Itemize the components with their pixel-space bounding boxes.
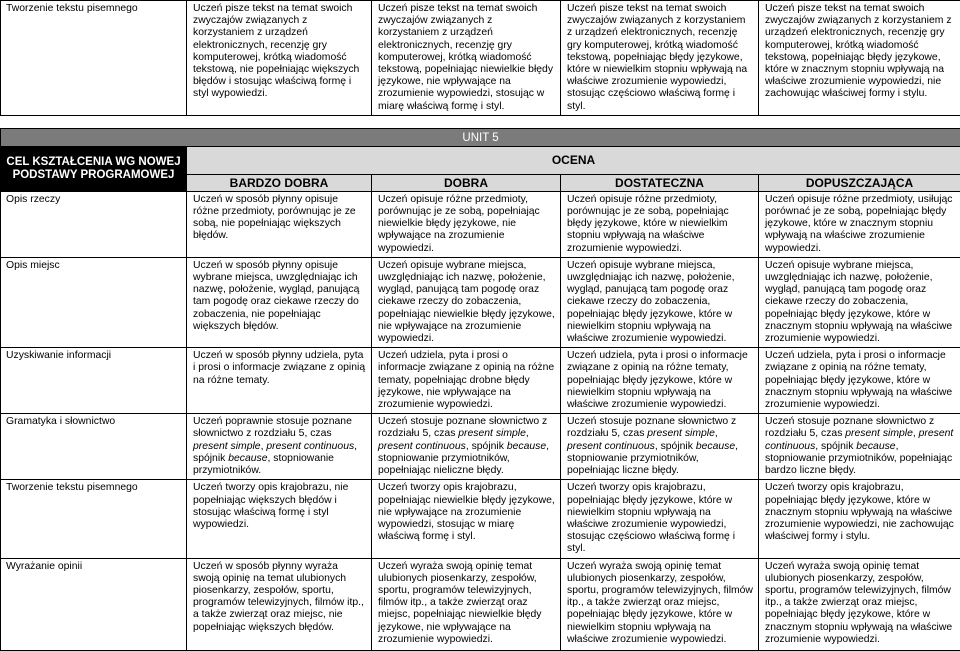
cell-dobra: Uczeń opisuje różne przedmioty, porównując je ze sobą, popełniając niewielkie błędy językowe, nie wpływające na zrozumienie wypowiedzi. <box>372 191 561 257</box>
row-label: Opis miejsc <box>1 257 187 347</box>
cell-dobra: Uczeń tworzy opis krajobrazu, popełniając niewielkie błędy językowe, nie wpływające na zrozumienie wypowiedzi, stosując w miarę właściwą formę i styl. <box>372 480 561 558</box>
cell-dobra: Uczeń udziela, pyta i prosi o informacje związane z opinią na różne tematy, popełniając drobne błędy językowe, nie wpływające na zrozumienie wypowiedzi. <box>372 348 561 414</box>
cell-bardzo-dobra <box>187 414 372 480</box>
cell-dopuszczajaca: Uczeń opisuje różne przedmioty, usiłując porównać je ze sobą, popełniając błędy językowe, które w znacznym stopniu wpływają na właściwe zrozumienie wypowiedzi. <box>759 191 960 257</box>
text: Uczeń stosuje poznane słownictwo z rozdziału 5, czas present simple, present continuous, spójnik because, stopniowanie przymiotników, popełniając bardzo liczne błędy. <box>765 416 953 476</box>
cell-dopuszczajaca: Uczeń wyraża swoją opinię temat ulubionych piosenkarzy, zespołów, sportu, programów telewizyjnych, filmów itp., a także zwierząt oraz miejsc, popełniając błędy językowe, które w znacznym stopniu wpływają na właściwe zrozumienie wypowiedzi. <box>759 558 960 650</box>
cell-dopuszczajaca: Uczeń udziela, pyta i prosi o informacje związane z opinią na różne tematy, popełniając błędy językowe, które w znacznym stopniu wpływają na właściwe zrozumienie wypowiedzi. <box>759 348 960 414</box>
cell-dobra: Uczeń pisze tekst na temat swoich zwyczajów związanych z korzystaniem z urządzeń elektronicznych, recenzję gry komputerowej, krótką wiadomość tekstową, popełniając niewielkie błędy językowe, nie wpływające na zrozumienie wypowiedzi, stosując w miarę właściwą formę i styl. <box>372 1 561 116</box>
cell-bardzo-dobra: Uczeń tworzy opis krajobrazu, nie popełniając większych błędów i stosując właściwą formę i styl wypowiedzi. <box>187 480 372 558</box>
row-label: Tworzenie tekstu pisemnego <box>1 1 187 116</box>
text: Uczeń poprawnie stosuje poznane słownictwo z rozdziału 5, czas present simple, present continuous, spójnik because, stopniowanie przymiotników. <box>193 416 357 476</box>
cell-dopuszczajaca <box>759 414 960 480</box>
cell-dostateczna: Uczeń udziela, pyta i prosi o informacje związane z opinią na różne tematy, popełniając błędy językowe, które w niewielkim stopniu wpływają na właściwe zrozumienie wypowiedzi. <box>561 348 759 414</box>
grade-header: DOSTATECZNA <box>561 174 759 191</box>
table-row <box>1 191 960 257</box>
cell-bardzo-dobra: Uczeń pisze tekst na temat swoich zwyczajów związanych z korzystaniem z urządzeń elektronicznych, recenzję gry komputerowej, krótką wiadomość tekstową, nie popełniając większych błędów i stosując właściwą formę i styl wypowiedzi. <box>187 1 372 116</box>
row-label: Tworzenie tekstu pisemnego <box>1 480 187 558</box>
ocena-header: OCENA <box>187 146 960 174</box>
text: Uczeń stosuje poznane słownictwo z rozdziału 5, czas present simple, present continuous, spójnik because, stopniowanie przymiotników, popełniając nieliczne błędy. <box>378 416 549 476</box>
cell-dostateczna: Uczeń opisuje różne przedmioty, porównując je ze sobą, popełniając błędy językowe, które w niewielkim stopniu wpływają na właściwe zrozumienie wypowiedzi. <box>561 191 759 257</box>
grade-header: DOPUSZCZAJĄCA <box>759 174 960 191</box>
row-label: Wyrażanie opinii <box>1 558 187 650</box>
cell-dopuszczajaca: Uczeń tworzy opis krajobrazu, popełniając błędy językowe, które w znacznym stopniu wpływają na właściwe zrozumienie wypowiedzi, nie zachowując właściwej formy i stylu. <box>759 480 960 558</box>
cel-header: CEL KSZTAŁCENIA WG NOWEJ PODSTAWY PROGRAMOWEJ <box>1 146 187 191</box>
text: Uczeń stosuje poznane słownictwo z rozdziału 5, czas present simple, present continuous, spójnik because, stopniowanie przymiotników, popełniając liczne błędy. <box>567 416 738 476</box>
cell-dobra <box>372 414 561 480</box>
cell-dostateczna: Uczeń opisuje wybrane miejsca, uwzględniając ich nazwę, położenie, wygląd, panującą tam pogodę oraz ciekawe rzeczy do zobaczenia, popełniając błędy językowe, które w niewielkim stopniu wpływają na właściwe zrozumienie wypowiedzi. <box>561 257 759 347</box>
cell-dostateczna <box>561 414 759 480</box>
grade-header: BARDZO DOBRA <box>187 174 372 191</box>
table-row <box>1 257 960 347</box>
row-label: Gramatyka i słownictwo <box>1 414 187 480</box>
cell-dobra: Uczeń wyraża swoją opinię temat ulubionych piosenkarzy, zespołów, sportu, programów telewizyjnych, filmów itp., a także zwierząt oraz miejsc, popełniając niewielkie błędy językowe, nie wpływające na zrozumienie wypowiedzi. <box>372 558 561 650</box>
table-row <box>1 480 960 558</box>
table-row <box>1 348 960 414</box>
row-label: Opis rzeczy <box>1 191 187 257</box>
table-row <box>1 414 960 480</box>
cell-dopuszczajaca: Uczeń pisze tekst na temat swoich zwyczajów związanych z korzystaniem z urządzeń elektronicznych, recenzję gry komputerowej, krótką wiadomość tekstową, popełniając błędy językowe, które w znacznym stopniu wpływają na właściwe zrozumienie wypowiedzi, nie zachowując właściwej formy i stylu. <box>759 1 960 116</box>
cell-dopuszczajaca: Uczeń opisuje wybrane miejsca, uwzględniając ich nazwę, położenie, wygląd, panującą tam pogodę oraz ciekawe rzeczy do zobaczenia, popełniając błędy językowe, które w znacznym stopniu wpływają na właściwe zrozumienie wypowiedzi. <box>759 257 960 347</box>
top-row <box>1 1 960 116</box>
cell-bardzo-dobra: Uczeń w sposób płynny opisuje wybrane miejsca, uwzględniając ich nazwę, położenie, wygląd, panującą tam pogodę oraz ciekawe rzeczy do zobaczenia, nie popełniając większych błędów. <box>187 257 372 347</box>
grade-header: DOBRA <box>372 174 561 191</box>
cell-bardzo-dobra: Uczeń w sposób płynny wyraża swoją opinię na temat ulubionych piosenkarzy, zespołów, sportu, programów telewizyjnych, filmów itp., a także zwierząt oraz miejsc, nie popełniając większych błędów. <box>187 558 372 650</box>
cell-bardzo-dobra: Uczeń w sposób płynny udziela, pyta i prosi o informacje związane z opinią na różne tematy. <box>187 348 372 414</box>
cell-dobra: Uczeń opisuje wybrane miejsca, uwzględniając ich nazwę, położenie, wygląd, panującą tam pogodę oraz ciekawe rzeczy do zobaczenia, popełniając niewielkie błędy językowe, nie wpływające na zrozumienie wypowiedzi. <box>372 257 561 347</box>
unit-title: UNIT 5 <box>1 128 960 146</box>
unit-title-row <box>1 128 960 146</box>
cell-bardzo-dobra: Uczeń w sposób płynny opisuje różne przedmioty, porównując je ze sobą, nie popełniając większych błędów. <box>187 191 372 257</box>
cell-dostateczna: Uczeń pisze tekst na temat swoich zwyczajów związanych z korzystaniem z urządzeń elektronicznych, recenzję gry komputerowej, krótką wiadomość tekstową, popełniając błędy językowe, które w niewielkim stopniu wpływają na właściwe zrozumienie wypowiedzi, stosując częściowo właściwą formę i styl. <box>561 1 759 116</box>
row-label: Uzyskiwanie informacji <box>1 348 187 414</box>
cell-dostateczna: Uczeń wyraża swoją opinię temat ulubionych piosenkarzy, zespołów, sportu, programów telewizyjnych, filmów itp., a także zwierząt oraz miejsc, popełniając błędy językowe, które w niewielkim stopniu wpływają na właściwe zrozumienie wypowiedzi. <box>561 558 759 650</box>
ocena-row <box>1 146 960 174</box>
table-row <box>1 558 960 650</box>
cell-dostateczna: Uczeń tworzy opis krajobrazu, popełniając błędy językowe, które w niewielkim stopniu wpływają na właściwe zrozumienie wypowiedzi, stosując częściowo właściwą formę i styl. <box>561 480 759 558</box>
spacer-row <box>1 115 960 128</box>
